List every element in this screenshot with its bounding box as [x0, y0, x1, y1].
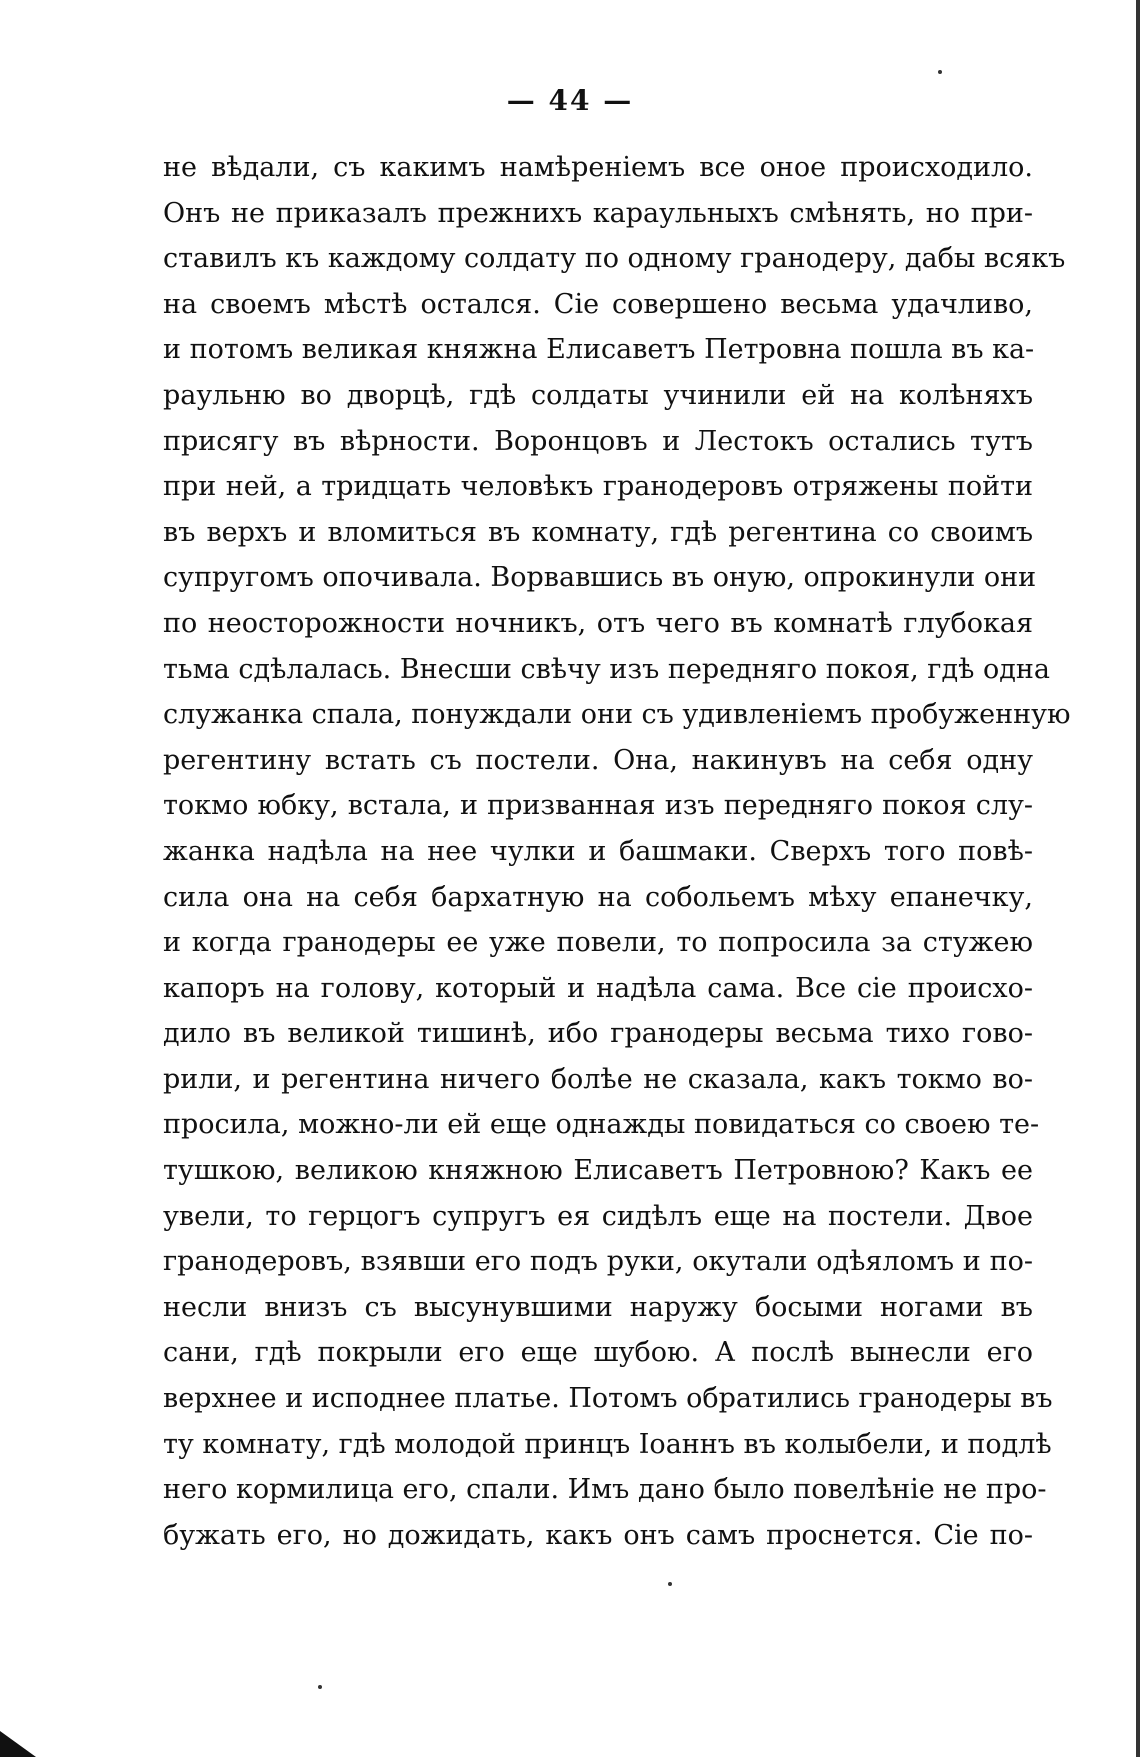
text-line: регентину встать съ постели. Она, накинувъ на себя одну	[163, 744, 1033, 776]
text-line: ставилъ къ каждому солдату по одному гранодеру, дабы всякъ	[163, 243, 1066, 275]
text-line: верхнее и исподнее платье. Потомъ обратились гранодеры въ	[163, 1383, 1053, 1415]
text-line: не вѣдали, съ какимъ намѣреніемъ все оное происходило.	[163, 152, 1033, 183]
text-line: служанка спала, понуждали они съ удивленіемъ пробуженную	[163, 699, 1071, 731]
scan-speck	[938, 70, 942, 74]
text-line: и когда гранодеры ее уже повели, то попросила за стужею	[163, 927, 1033, 959]
text-line: по неосторожности ночникъ, отъ чего въ комнатѣ глубокая	[163, 607, 1033, 639]
text-line: раульню во дворцѣ, гдѣ солдаты учинили ей на колѣняхъ	[163, 379, 1033, 411]
page-binding-edge	[1136, 0, 1140, 1757]
text-line: присягу въ вѣрности. Воронцовъ и Лестокъ остались тутъ	[163, 425, 1033, 457]
text-line: при ней, а тридцать человѣкъ гранодеровъ отряжены пойти	[163, 471, 1033, 503]
scan-corner-mark	[0, 1731, 36, 1757]
text-line: на своемъ мѣстѣ остался. Сіе совершено весьма удачливо,	[163, 288, 1033, 320]
scan-speck	[668, 1582, 672, 1586]
text-line: Онъ не приказалъ прежнихъ караульныхъ смѣнять, но при-	[163, 197, 1033, 229]
text-line: токмо юбку, встала, и призванная изъ передняго покоя слу-	[163, 790, 1033, 822]
text-line: гранодеровъ, взявши его подъ руки, окутали одѣяломъ и по-	[163, 1246, 1033, 1278]
text-line: сани, гдѣ покрыли его еще шубою. А послѣ вынесли его	[163, 1337, 1033, 1369]
text-line: и потомъ великая княжна Елисаветъ Петровна пошла въ ка-	[163, 334, 1035, 366]
text-line: ту комнату, гдѣ молодой принцъ Іоаннъ въ колыбели, и подлѣ	[163, 1428, 1052, 1460]
text-line: рили, и регентина ничего болѣе не сказала, какъ токмо во-	[163, 1063, 1033, 1095]
text-line: жанка надѣла на нее чулки и башмаки. Сверхъ того повѣ-	[163, 835, 1033, 867]
text-line: сила она на себя бархатную на собольемъ мѣху епанечку,	[163, 881, 1033, 913]
text-line: тушкою, великою княжною Елисаветъ Петровною? Какъ ее	[163, 1155, 1033, 1187]
text-line: супругомъ опочивала. Ворвавшись въ оную, опрокинули они	[163, 562, 1037, 594]
text-line: увели, то герцогъ супругъ ея сидѣлъ еще на постели. Двое	[163, 1200, 1033, 1232]
text-line: просила, можно-ли ей еще однажды повидаться со своею те-	[163, 1109, 1040, 1141]
text-line: бужать его, но дожидать, какъ онъ самъ проснется. Сіе по-	[163, 1519, 1033, 1551]
page-number: — 44 —	[506, 84, 634, 117]
text-line: несли внизъ съ высунувшими наружу босыми ногами въ	[163, 1291, 1033, 1323]
text-line: тьма сдѣлалась. Внесши свѣчу изъ передняго покоя, гдѣ одна	[163, 653, 1050, 685]
scan-speck	[318, 1685, 322, 1689]
text-line: него кормилица его, спали. Имъ дано было повелѣніе не про-	[163, 1474, 1047, 1506]
body-text	[163, 145, 1071, 1558]
text-line: дило въ великой тишинѣ, ибо гранодеры весьма тихо гово-	[163, 1018, 1033, 1050]
text-line: капоръ на голову, который и надѣла сама. Все сіе происхо-	[163, 972, 1033, 1004]
text-line: въ верхъ и вломиться въ комнату, гдѣ регентина со своимъ	[163, 516, 1033, 548]
